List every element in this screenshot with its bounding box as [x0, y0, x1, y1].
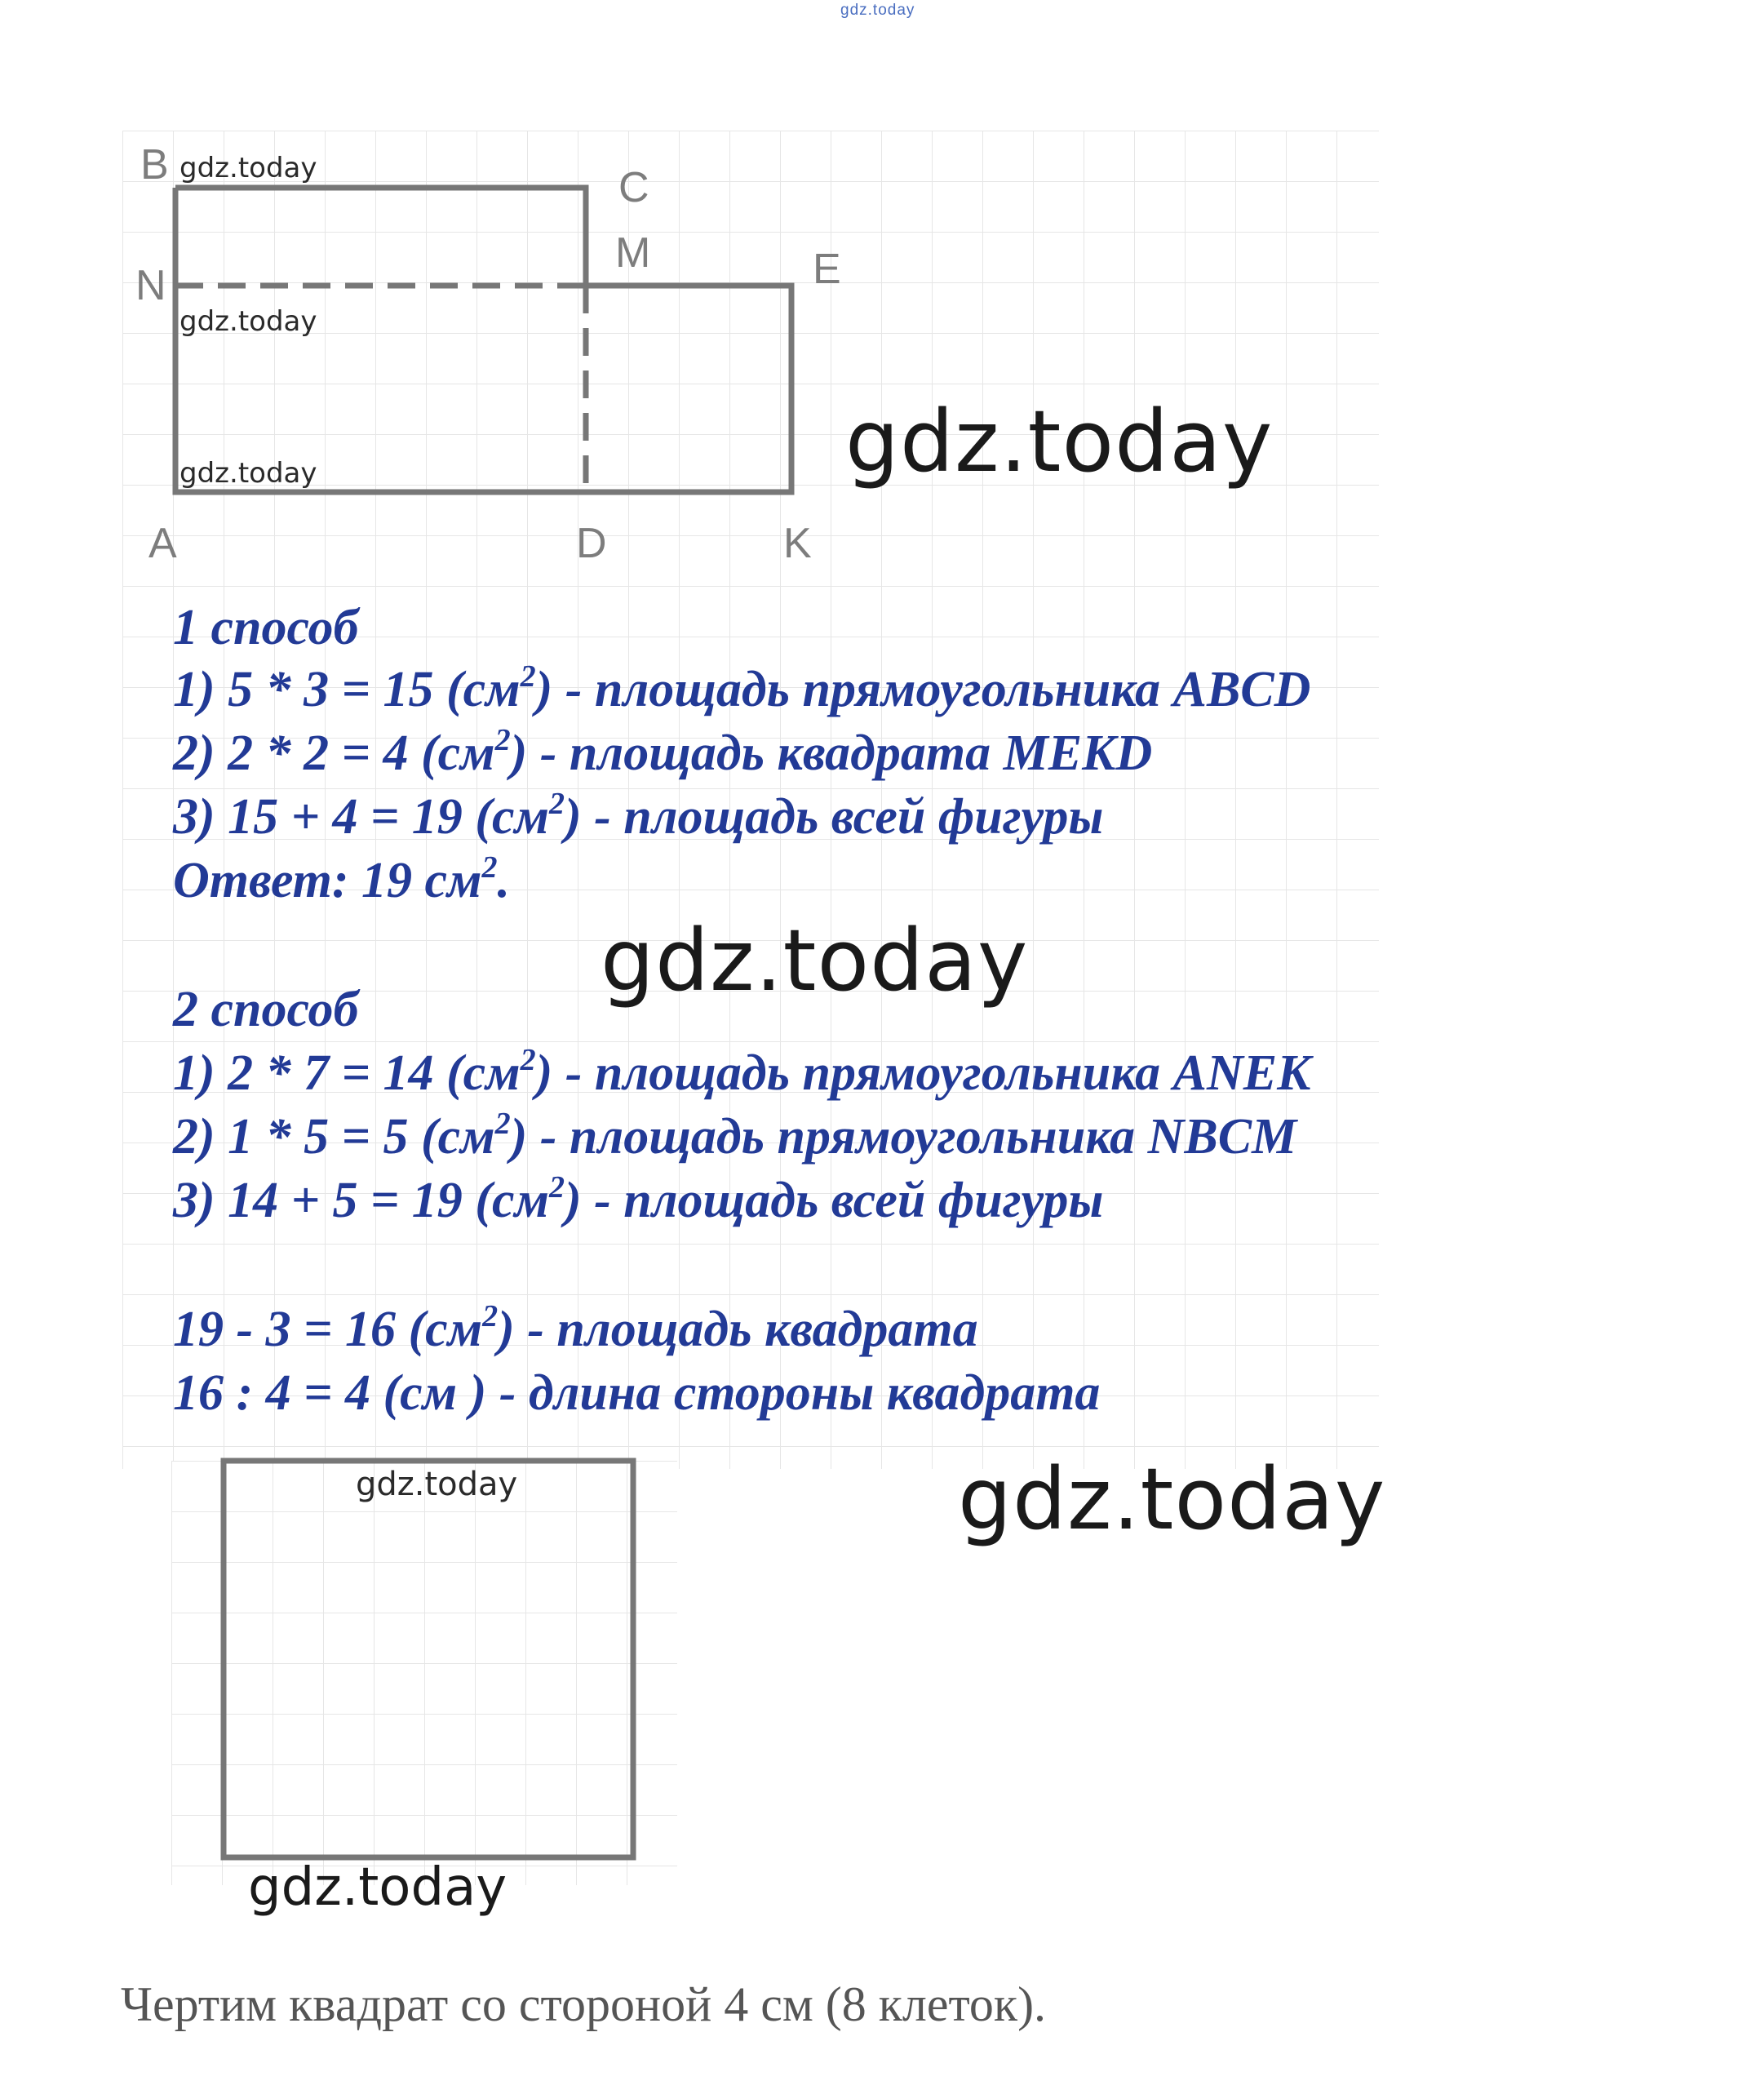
point-label-M: M: [615, 229, 651, 277]
big-watermark-3: gdz.today: [958, 1449, 1386, 1549]
figure-watermark-3: gdz.today: [180, 457, 317, 490]
method2-step1: 1) 2 * 7 = 14 $(см^2)$ - площадь прямоугольника ANEK: [173, 1043, 1311, 1101]
method2-step2: 2) 1 * 5 = 5 $(см^2)$ - площадь прямоугольника NBCM: [173, 1107, 1297, 1165]
method2-title: 2 способ: [173, 982, 359, 1037]
big-watermark-1: gdz.today: [845, 392, 1274, 491]
point-label-D: D: [576, 520, 607, 567]
method1-answer: Ответ: 19 $см^2$.: [173, 850, 511, 908]
square-side-line: 16 : 4 = 4 (см ) - длина стороны квадрата: [173, 1365, 1101, 1421]
point-label-N: N: [135, 262, 166, 309]
big-watermark-4: gdz.today: [248, 1857, 507, 1918]
point-label-B: B: [140, 141, 169, 189]
top-watermark: gdz.today: [840, 2, 915, 19]
method1-step3: 3) 15 + 4 = 19 $(см^2)$ - площадь всей фигуры: [173, 787, 1104, 845]
figure-outline: [175, 188, 791, 492]
method1-step2: 2) 2 * 2 = 4 $(см^2)$ - площадь квадрата MEKD: [173, 723, 1153, 781]
square-area-line: 19 - 3 = 16 $(см^2)$ - площадь квадрата: [173, 1299, 978, 1357]
point-label-C: C: [618, 164, 649, 211]
method1-title: 1 способ: [173, 600, 359, 655]
method1-step1: 1) 5 * 3 = 15 $(см^2)$ - площадь прямоугольника ABCD: [173, 659, 1311, 717]
figure-watermark-2: gdz.today: [180, 305, 317, 338]
method2-step3: 3) 14 + 5 = 19 $(см^2)$ - площадь всей фигуры: [173, 1170, 1104, 1228]
square-drawing: [224, 1461, 633, 1857]
point-label-E: E: [813, 246, 841, 293]
point-label-A: A: [148, 520, 177, 567]
figure-watermark-1: gdz.today: [180, 152, 317, 184]
caption-text: Чертим квадрат со стороной 4 см (8 клеток).: [121, 1977, 1047, 2031]
square-watermark: gdz.today: [356, 1466, 518, 1503]
figure-polygon: [175, 188, 791, 492]
big-watermark-2: gdz.today: [601, 911, 1029, 1010]
point-label-K: K: [783, 520, 812, 567]
